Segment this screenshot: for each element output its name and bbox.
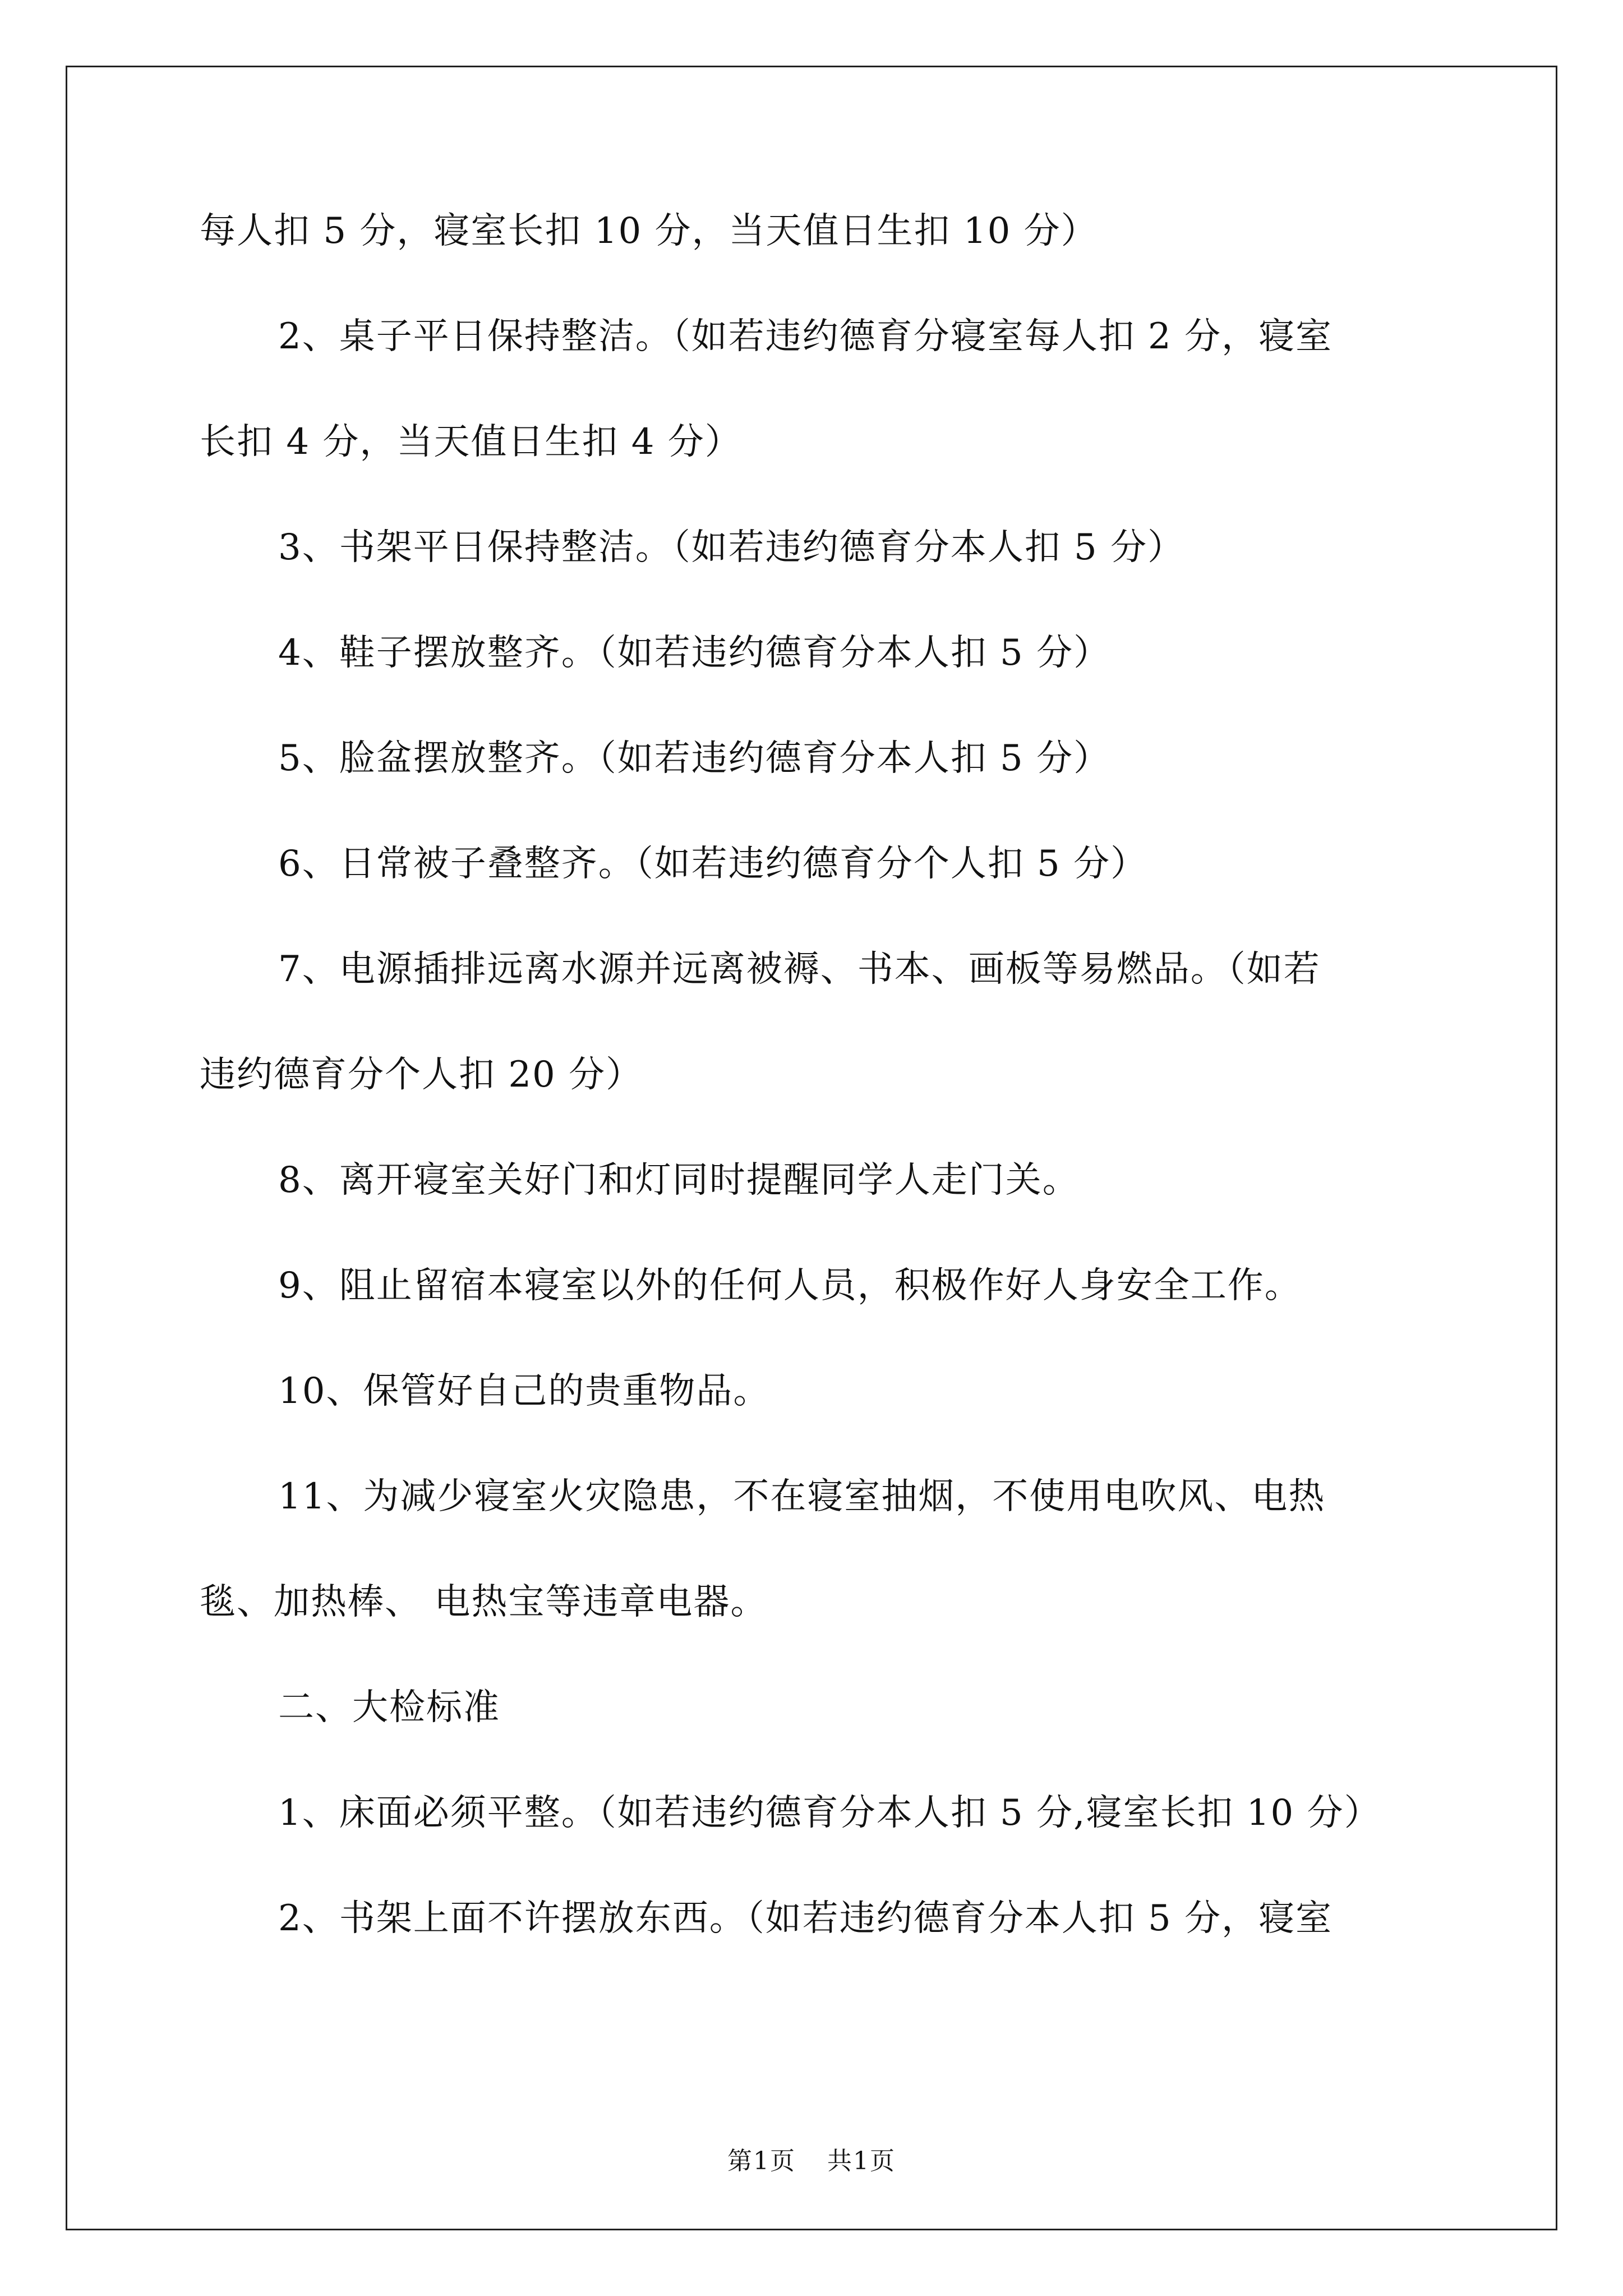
text-line: 毯、加热棒、 电热宝等违章电器。 [200,1581,768,1623]
text-line: 8、离开寝室关好门和灯同时提醒同学人走门关。 [278,1159,1080,1201]
text-line: 2、书架上面不许摆放东西。（如若违约德育分本人扣 5 分，寝室 [278,1898,1333,1939]
text-line: 3、书架平日保持整洁。（如若违约德育分本人扣 5 分） [278,527,1185,568]
text-line: 10、保管好自己的贵重物品。 [278,1370,771,1412]
text-line: 4、鞋子摆放整齐。（如若违约德育分本人扣 5 分） [278,632,1111,674]
text-line: 每人扣 5 分，寝室长扣 10 分，当天值日生扣 10 分） [200,210,1098,252]
page-number: 第1页 [727,2147,796,2175]
text-line: 2、桌子平日保持整洁。（如若违约德育分寝室每人扣 2 分，寝室 [278,316,1333,357]
text-line: 6、日常被子叠整齐。（如若违约德育分个人扣 5 分） [278,843,1148,885]
text-line: 11、为减少寝室火灾隐患，不在寝室抽烟，不使用电吹风、电热 [278,1476,1326,1517]
section-heading: 二、大检标准 [278,1687,500,1728]
page-total: 共1页 [827,2147,896,2175]
text-line: 7、电源插排远离水源并远离被褥、书本、画板等易燃品。（如若 [278,949,1321,990]
text-line: 5、脸盆摆放整齐。（如若违约德育分本人扣 5 分） [278,738,1111,779]
text-line: 1、床面必须平整。（如若违约德育分本人扣 5 分,寝室长扣 10 分） [278,1792,1381,1834]
page-footer [0,2141,1623,2177]
text-line: 9、阻止留宿本寝室以外的任何人员，积极作好人身安全工作。 [278,1265,1302,1306]
text-line: 违约德育分个人扣 20 分） [200,1054,643,1096]
text-line: 长扣 4 分，当天值日生扣 4 分） [200,421,742,463]
